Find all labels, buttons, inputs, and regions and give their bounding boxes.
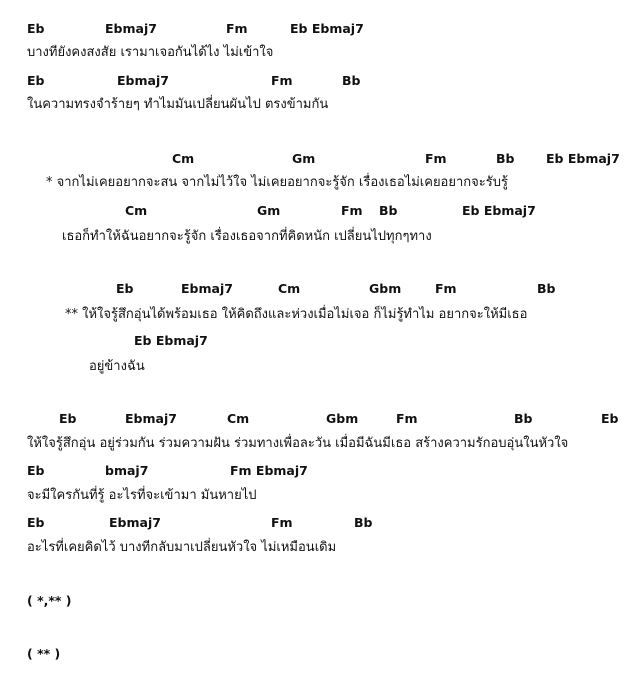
chord: Ebmaj7: [105, 21, 157, 36]
chord-line: [0, 279, 633, 299]
chord: Eb: [27, 463, 45, 478]
chord: Bb: [496, 151, 515, 166]
chord-line: [0, 409, 633, 429]
chord: Eb Ebmaj7: [290, 21, 364, 36]
chord: Fm: [271, 73, 293, 88]
chord: Bb: [354, 515, 373, 530]
chord-line: [0, 461, 633, 481]
chord: Gbm: [369, 281, 402, 296]
chord: Cm: [172, 151, 195, 166]
chord: Bb: [342, 73, 361, 88]
chord: Ebmaj7: [109, 515, 161, 530]
chord-line: [0, 149, 633, 169]
repeat-marker: ( ** ): [27, 646, 61, 661]
chord-line: [0, 19, 633, 39]
lyric-line: อะไรที่เคยคิดไว้ บางทีกลับมาเปลี่ยนหัวใจ ไม่เหมือนเดิม: [27, 540, 337, 555]
chord: Fm Ebmaj7: [230, 463, 308, 478]
chord: Bb: [514, 411, 533, 426]
chord-line: [0, 201, 633, 221]
chord-line: [0, 331, 633, 351]
chord-line: [0, 71, 633, 91]
chord: Gm: [257, 203, 281, 218]
lyric-line: อยู่ข้างฉัน: [89, 359, 145, 374]
chord: bmaj7: [105, 463, 149, 478]
chord: Eb: [27, 21, 45, 36]
chord: Eb Ebmaj7: [462, 203, 536, 218]
chord: Eb Ebmaj7: [546, 151, 620, 166]
chord: Eb Ebmaj7: [134, 333, 208, 348]
chord: Gm: [292, 151, 316, 166]
lyric-line: บางทียังคงสงสัย เรามาเจอกันได้ไง ไม่เข้าใจ: [27, 45, 274, 60]
chord: Ebmaj7: [117, 73, 169, 88]
chord: Eb: [116, 281, 134, 296]
chord: Fm: [341, 203, 363, 218]
chord: Fm: [226, 21, 248, 36]
chord: Gbm: [326, 411, 359, 426]
lyric-line: จะมีใครกันที่รู้ อะไรที่จะเข้ามา มันหายไป: [27, 488, 257, 503]
lyric-line: * จากไม่เคยอยากจะสน จากไม่ไว้ใจ ไม่เคยอยากจะรู้จัก เรื่องเธอไม่เคยอยากจะรับรู้: [46, 175, 508, 190]
chord: Cm: [227, 411, 250, 426]
chord: Fm: [435, 281, 457, 296]
chord: Cm: [125, 203, 148, 218]
chord: Fm: [271, 515, 293, 530]
chord: Eb: [59, 411, 77, 426]
chord-line: [0, 513, 633, 533]
lyric-line: ให้ใจรู้สึกอุ่น อยู่ร่วมกัน ร่วมความฝัน ร่วมทางเพื่อละวัน เมื่อมีฉันมีเธอ สร้างความรักอบอุ่นในหัวใจ: [27, 436, 569, 451]
chord: Eb: [27, 515, 45, 530]
chord: Fm: [425, 151, 447, 166]
chord: Eb: [27, 73, 45, 88]
chord: Bb: [537, 281, 556, 296]
chord: Ebmaj7: [125, 411, 177, 426]
lyric-line: ในความทรงจำร้ายๆ ทำไมมันเปลี่ยนผันไป ตรงข้ามกัน: [27, 97, 329, 112]
chord: Eb: [601, 411, 619, 426]
chord: Bb: [379, 203, 398, 218]
repeat-marker: ( *,** ): [27, 593, 72, 608]
lyric-line: ** ให้ใจรู้สึกอุ่นได้พร้อมเธอ ให้คิดถึงและห่วงเมื่อไม่เจอ ก็ไม่รู้ทำไม อยากจะให้มีเธอ: [65, 307, 528, 322]
chord: Ebmaj7: [181, 281, 233, 296]
chord: Fm: [396, 411, 418, 426]
chord: Cm: [278, 281, 301, 296]
lyric-line: เธอก็ทำให้ฉันอยากจะรู้จัก เรื่องเธอจากที่คิดหนัก เปลี่ยนไปทุกๆทาง: [62, 229, 432, 244]
